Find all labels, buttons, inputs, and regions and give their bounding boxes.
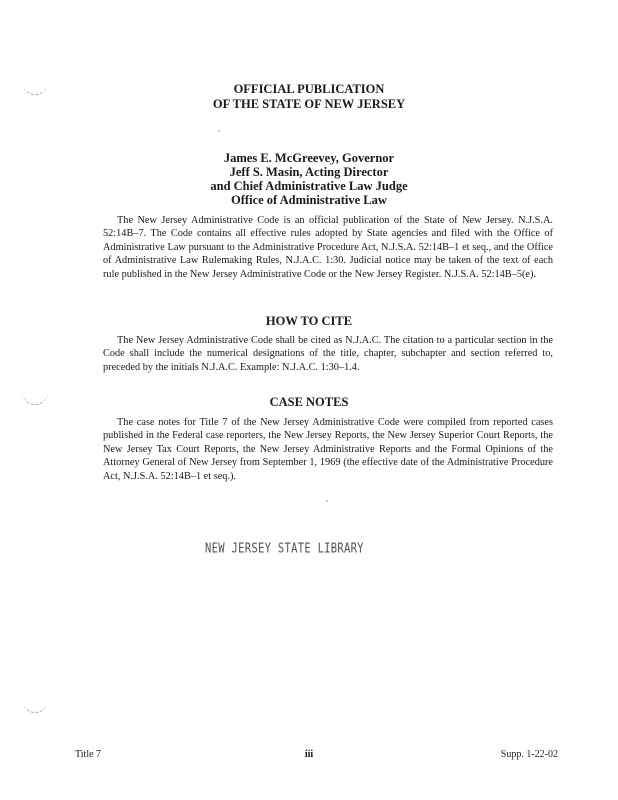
publication-title-line-1: OFFICIAL PUBLICATION: [233, 82, 385, 96]
binder-hole-mark: [22, 694, 48, 713]
how-to-cite-paragraph: The New Jersey Administrative Code shall be cited as N.J.A.C. The citation to a particular section in the Code shall include the numerical designations of the title, chapter, subchapter and section referred to, preceded by the initials N.J.A.C. Example: N.J.A.C. 1:30–1.4.: [103, 335, 553, 373]
governor-line: James E. McGreevey, Governor: [223, 151, 395, 165]
office-line: Office of Administrative Law: [231, 193, 387, 207]
publication-title-line-2: OF THE STATE OF NEW JERSEY: [212, 97, 406, 111]
footer-supplement-date: Supp. 1-22-02: [500, 749, 558, 760]
library-stamp: NEW JERSEY STATE LIBRARY: [205, 541, 364, 556]
judge-line: and Chief Administrative Law Judge: [210, 179, 408, 193]
scan-speck: [326, 500, 328, 502]
footer-title: Title 7: [75, 749, 102, 760]
intro-paragraph: The New Jersey Administrative Code is an official publication of the State of New Jersey. N.J.S.A. 52:14B–7. The Code contains all effective rules adopted by State agencies and filed with the Office of Administrative Law pursuant to the Administrative Procedure Act, N.J.S.A. 52:14B–1 et seq., and the Office of Administrative Law Rulemaking Rules, N.J.A.C. 1:30. Judicial notice may be taken of the text of each rule published in the New Jersey Administrative Code or the New Jersey Register. N.J.S.A. 52:14B–5(e).: [103, 215, 553, 280]
scan-speck: [218, 130, 220, 132]
case-notes-paragraph: The case notes for Title 7 of the New Jersey Administrative Code were compiled from reported cases published in the Federal case reporters, the New Jersey Reports, the New Jersey Superior Court Reports, the New Jersey Tax Court Reports, the New Jersey Administrative Reports and the Formal Opinions of the Attorney General of New Jersey from September 1, 1969 (the effective date of the Administrative Procedure Act, N.J.S.A. 52:14B–1 et seq.).: [103, 417, 553, 482]
how-to-cite-heading: HOW TO CITE: [265, 314, 353, 328]
case-notes-heading: CASE NOTES: [269, 395, 349, 409]
footer-page-number: iii: [304, 749, 314, 760]
director-line: Jeff S. Masin, Acting Director: [229, 165, 389, 179]
